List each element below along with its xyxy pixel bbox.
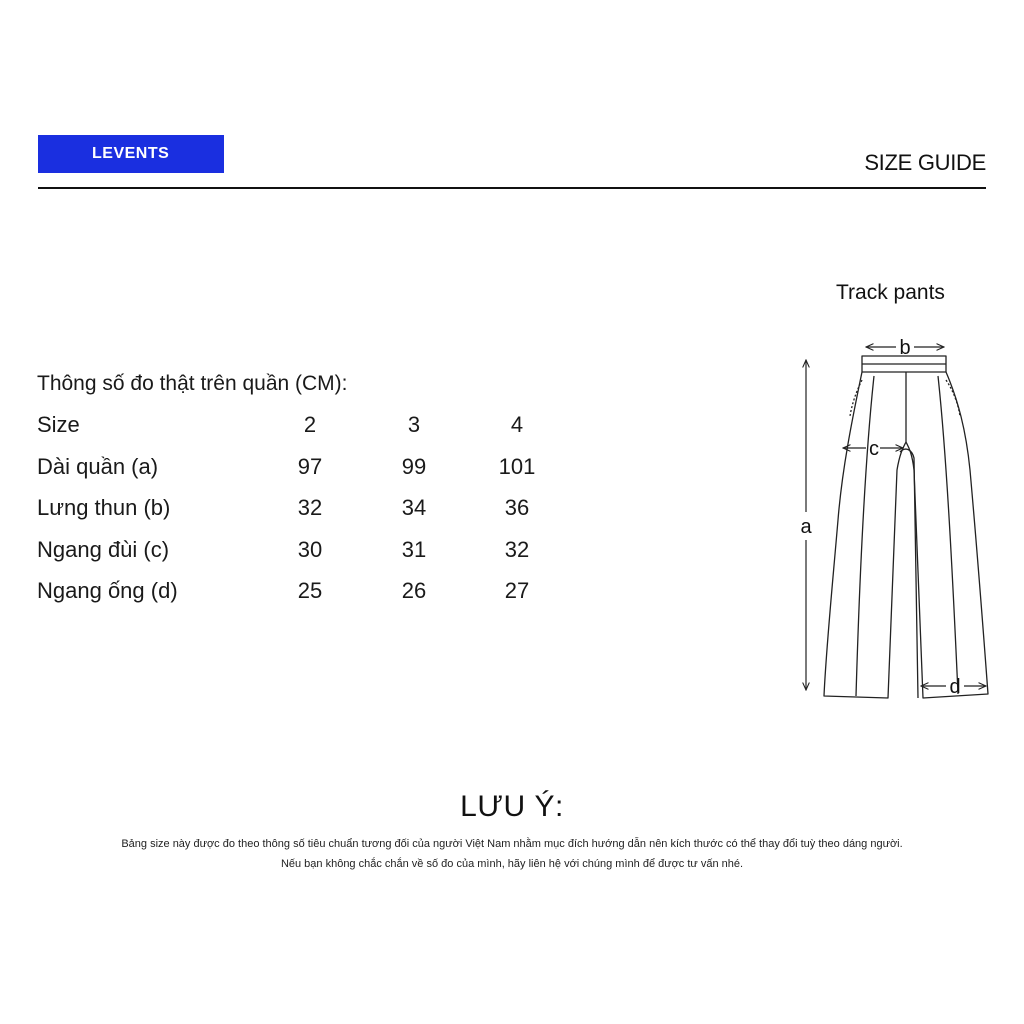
measurement-value: 25 [297,578,323,603]
measurement-value: 101 [498,453,536,479]
measurement-value: 34 [401,495,427,520]
measurement-value: 27 [504,578,530,603]
measurement-value: 26 [401,578,427,603]
dimension-label-a: a [800,516,812,538]
measurement-value: 31 [401,536,427,562]
note-line: Bảng size này được đo theo thông số tiêu chuẩn tương đối của người Việt Nam nhằm mục đích hướng dẫn nên kích thước có thể thay đổi tuỳ theo dáng người. [121,838,903,850]
row-label: Ngang ống (d) [37,578,178,603]
note-title: LƯU Ý: [460,790,564,823]
dimension-label-c: c [869,438,879,460]
row-label: Dài quần (a) [37,453,159,479]
note-line: Nếu bạn không chắc chắn về số đo của mình, hãy liên hệ với chúng mình để được tư vấn nhé. [280,858,744,870]
dimension-label-b: b [899,337,911,359]
brand-name: LEVENTS [92,145,170,162]
measurement-value: 32 [504,536,530,562]
header-divider [38,187,986,189]
size-value: 3 [407,412,421,437]
track-pants-diagram [780,320,1000,710]
row-label: Ngang đùi (c) [37,536,170,562]
size-column-label: Size [37,412,80,437]
measurement-value: 30 [297,536,323,562]
row-label: Lưng thun (b) [37,495,171,520]
size-value: 2 [303,412,317,437]
table-heading: Thông số đo thật trên quần (CM): [37,372,348,395]
measurement-value: 97 [297,453,323,479]
measurement-value: 32 [297,495,323,520]
product-name: Track pants [836,281,945,304]
measurement-value: 36 [504,495,530,520]
page-title: SIZE GUIDE [864,150,986,175]
measurement-value: 99 [401,453,427,479]
brand-logo [38,135,224,173]
dimension-label-d: d [949,676,961,698]
size-value: 4 [510,412,524,437]
